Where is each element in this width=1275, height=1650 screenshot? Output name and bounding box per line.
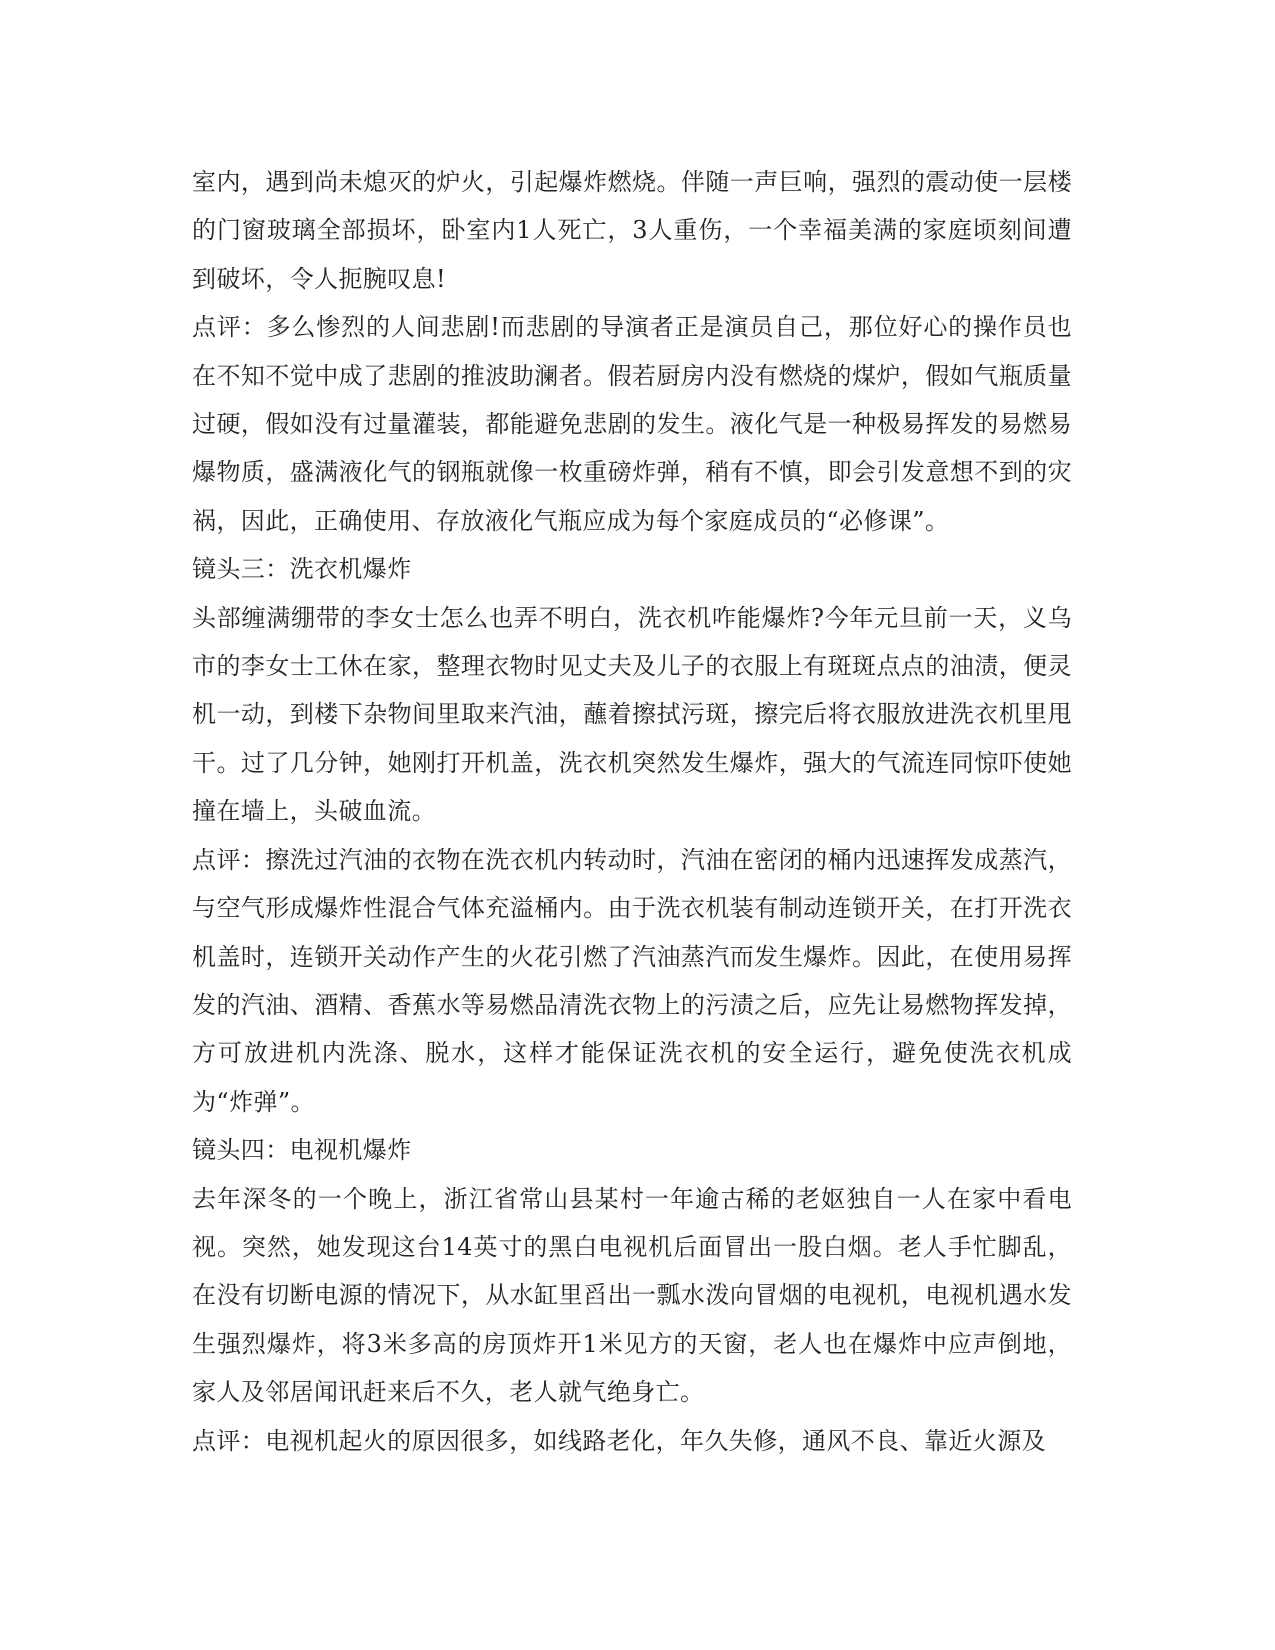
- paragraph-tv-comment: 点评：电视机起火的原因很多，如线路老化，年久失修，通风不良、靠近火源及: [192, 1426, 1046, 1455]
- paragraph-washing-machine-story: 头部缠满绷带的李女士怎么也弄不明白，洗衣机咋能爆炸?今年元旦前一天，义乌市的李女士工休在家，整理衣物时见丈夫及儿子的衣服上有斑斑点点的油渍，便灵机一动，到楼下杂物间里取来汽油，蘸着擦拭污斑，擦完后将衣服放进洗衣机里甩干。过了几分钟，她刚打开机盖，洗衣机突然发生爆炸，强大的气流连同惊吓使她撞在墙上，头破血流。: [192, 603, 1072, 826]
- paragraph-gas-explosion-ending: 室内，遇到尚未熄灭的炉火，引起爆炸燃烧。伴随一声巨响，强烈的震动使一层楼的门窗玻璃全部损坏，卧室内1人死亡，3人重伤，一个幸福美满的家庭顷刻间遭到破坏，令人扼腕叹息!: [192, 168, 1072, 293]
- section-heading-washing-machine: 镜头三：洗衣机爆炸: [192, 555, 412, 584]
- paragraph-tv-story: 去年深冬的一个晚上，浙江省常山县某村一年逾古稀的老妪独自一人在家中看电视。突然，她发现这台14英寸的黑白电视机后面冒出一股白烟。老人手忙脚乱，在没有切断电源的情况下，从水缸里舀出一瓢水泼向冒烟的电视机，电视机遇水发生强烈爆炸，将3米多高的房顶炸开1米见方的天窗，老人也在爆炸中应声倒地，家人及邻居闻讯赶来后不久，老人就气绝身亡。: [192, 1184, 1072, 1407]
- paragraph-gas-comment: 点评：多么惨烈的人间悲剧!而悲剧的导演者正是演员自己，那位好心的操作员也在不知不觉中成了悲剧的推波助澜者。假若厨房内没有燃烧的煤炉，假如气瓶质量过硬，假如没有过量灌装，都能避免悲剧的发生。液化气是一种极易挥发的易燃易爆物质，盛满液化气的钢瓶就像一枚重磅炸弹，稍有不慎，即会引发意想不到的灾祸，因此，正确使用、存放液化气瓶应成为每个家庭成员的“必修课”。: [192, 313, 1072, 535]
- paragraph-washing-machine-comment: 点评：擦洗过汽油的衣物在洗衣机内转动时，汽油在密闭的桶内迅速挥发成蒸汽，与空气形成爆炸性混合气体充溢桶内。由于洗衣机装有制动连锁开关，在打开洗衣机盖时，连锁开关动作产生的火花引燃了汽油蒸汽而发生爆炸。因此，在使用易挥发的汽油、酒精、香蕉水等易燃品清洗衣物上的污渍之后，应先让易燃物挥发掉，方可放进机内洗涤、脱水，这样才能保证洗衣机的安全运行，避免使洗衣机成为“炸弹”。: [192, 845, 1072, 1116]
- section-heading-tv: 镜头四：电视机爆炸: [192, 1136, 412, 1165]
- body-text: [192, 158, 1072, 1465]
